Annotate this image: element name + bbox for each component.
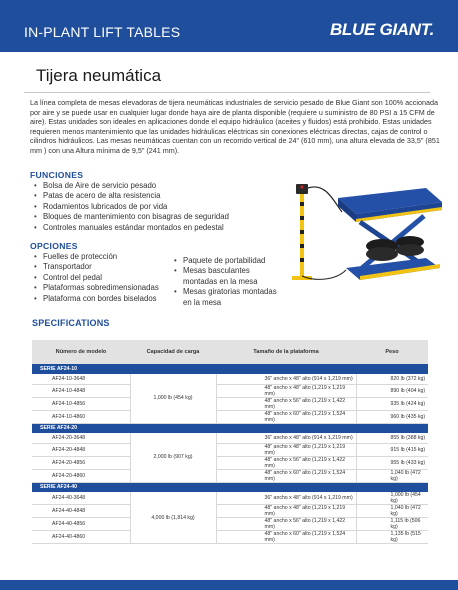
- opciones-heading: OPCIONES: [30, 241, 78, 251]
- series-label: SERIE AF24-40: [32, 482, 428, 492]
- list-item: • Bolsa de Aire de servicio pesado: [34, 181, 284, 191]
- weight-cell: 960 lb (435 kg): [356, 410, 428, 423]
- weight-cell: 820 lb (372 kg): [356, 374, 428, 384]
- model-cell: AF24-40-4856: [32, 518, 130, 531]
- column-header: Número de modelo: [32, 340, 130, 364]
- model-cell: AF24-40-3648: [32, 492, 130, 505]
- model-cell: AF24-10-4856: [32, 397, 130, 410]
- platform-cell: 36" ancho x 48" alto (914 x 1,219 mm): [216, 374, 356, 384]
- list-item: • Bloques de mantenimiento con bisagras de seguridad: [34, 212, 284, 222]
- model-cell: AF24-10-4848: [32, 384, 130, 397]
- list-item: • Mesas giratorias montadas en la mesa: [174, 287, 284, 308]
- capacity-cell: 2,000 lb (907 kg): [130, 433, 216, 482]
- platform-cell: 48" ancho x 48" alto (1,219 x 1,219 mm): [216, 505, 356, 518]
- table-row: [32, 443, 428, 456]
- air-hose: [308, 187, 342, 212]
- table-row: [32, 433, 428, 443]
- platform-cell: 48" ancho x 48" alto (1,219 x 1,219 mm): [216, 443, 356, 456]
- table-row: [32, 384, 428, 397]
- capacity-cell: 4,000 lb (1,814 kg): [130, 492, 216, 544]
- column-header: Peso: [356, 340, 428, 364]
- weight-cell: 935 lb (424 kg): [356, 397, 428, 410]
- weight-cell: 855 lb (388 kg): [356, 433, 428, 443]
- lift-table-image: [286, 172, 446, 290]
- list-item: • Fuelles de protección: [34, 252, 174, 262]
- platform-cell: 48" ancho x 60" alto (1,219 x 1,524 mm): [216, 469, 356, 482]
- column-header: Capacidad de carga: [130, 340, 216, 364]
- opciones-list-2: [174, 256, 284, 308]
- list-item: • Controles manuales estándar montados en pedestal: [34, 223, 284, 233]
- list-item: • Plataformas sobredimensionadas: [34, 283, 174, 293]
- series-label: SERIE AF24-20: [32, 423, 428, 433]
- series-row: [32, 423, 428, 433]
- platform-cell: 36" ancho x 48" alto (914 x 1,219 mm): [216, 492, 356, 505]
- table-row: [32, 397, 428, 410]
- model-cell: AF24-20-3648: [32, 433, 130, 443]
- intro-paragraph: La línea completa de mesas elevadoras de tijera neumáticas industriales de servicio pesado de Blue Giant son 100% accionada por aire y se puede usar en cualquier lugar donde haya aire de planta disponible (requiere u suministro de 80 PSI a 15 CFM de aire). Estas unidades son ideales en aplicaciones donde el equipo hidráulico (aceites y fluidos) está prohibido. Estas unidades requieren menos mantenimiento que las unidades hidráulicas eléctricas sin conexiones eléctricas directas, cajas de control o cilindros hidráulicos. Las mesas neumáticas cuentan con un recorrido vertical de 24" (610 mm), una altura elevada de 33,5" (851 mm ) con una Altura mínima de 9,5" (241 mm).: [30, 98, 440, 155]
- footer-bar: [0, 580, 458, 590]
- platform-cell: 48" ancho x 60" alto (1,219 x 1,524 mm): [216, 410, 356, 423]
- list-item: • Paquete de portabilidad: [174, 256, 284, 266]
- platform-cell: 48" ancho x 56" alto (1,219 x 1,422 mm): [216, 397, 356, 410]
- specifications-table: [32, 340, 428, 544]
- weight-cell: 955 lb (433 kg): [356, 456, 428, 469]
- list-item: • Plataforma con bordes biselados: [34, 294, 174, 304]
- weight-cell: 890 lb (404 kg): [356, 384, 428, 397]
- brand-logo: BLUE GIANT.: [329, 20, 434, 39]
- weight-cell: 1,115 lb (506 kg): [356, 518, 428, 531]
- list-item: • Transportador: [34, 262, 174, 272]
- model-cell: AF24-10-3648: [32, 374, 130, 384]
- table-header-row: [32, 340, 428, 364]
- list-item: • Control del pedal: [34, 273, 174, 283]
- page-title: Tijera neumática: [36, 66, 162, 85]
- column-header: Tamaño de la plataforma: [216, 340, 356, 364]
- title-divider: [24, 92, 430, 93]
- series-row: [32, 482, 428, 492]
- weight-cell: 1,135 lb (515 kg): [356, 531, 428, 544]
- funciones-heading: FUNCIONES: [30, 170, 84, 180]
- model-cell: AF24-20-4860: [32, 469, 130, 482]
- section-title: IN-PLANT LIFT TABLES: [24, 24, 181, 40]
- funciones-list: [34, 181, 284, 233]
- weight-cell: 1,000 lb (454 kg): [356, 492, 428, 505]
- platform-cell: 48" ancho x 48" alto (1,219 x 1,219 mm): [216, 384, 356, 397]
- weight-cell: 915 lb (415 kg): [356, 443, 428, 456]
- table-row: [32, 518, 428, 531]
- model-cell: AF24-20-4856: [32, 456, 130, 469]
- platform-cell: 48" ancho x 60" alto (1,219 x 1,524 mm): [216, 531, 356, 544]
- series-label: SERIE AF24-10: [32, 364, 428, 374]
- platform-cell: 48" ancho x 56" alto (1,219 x 1,422 mm): [216, 518, 356, 531]
- weight-cell: 1,040 lb (472 kg): [356, 469, 428, 482]
- header-bar: [0, 0, 458, 52]
- pedestal-post: [300, 194, 304, 276]
- series-row: [32, 364, 428, 374]
- table-row: [32, 410, 428, 423]
- table-row: [32, 456, 428, 469]
- model-cell: AF24-10-4860: [32, 410, 130, 423]
- list-item: • Mesas basculantes montadas en la mesa: [174, 266, 284, 287]
- table-row: [32, 505, 428, 518]
- capacity-cell: 1,000 lb (454 kg): [130, 374, 216, 423]
- table-row: [32, 492, 428, 505]
- list-item: • Patas de acero de alta resistencia: [34, 191, 284, 201]
- specifications-heading: SPECIFICATIONS: [32, 318, 110, 328]
- table-row: [32, 531, 428, 544]
- platform-cell: 36" ancho x 48" alto (914 x 1,219 mm): [216, 433, 356, 443]
- model-cell: AF24-40-4848: [32, 505, 130, 518]
- model-cell: AF24-20-4848: [32, 443, 130, 456]
- platform-cell: 48" ancho x 56" alto (1,219 x 1,422 mm): [216, 456, 356, 469]
- opciones-list-1: [34, 252, 174, 304]
- table-row: [32, 374, 428, 384]
- list-item: • Rodamientos lubricados de por vida: [34, 202, 284, 212]
- model-cell: AF24-40-4860: [32, 531, 130, 544]
- table-row: [32, 469, 428, 482]
- weight-cell: 1,040 lb (472 kg): [356, 505, 428, 518]
